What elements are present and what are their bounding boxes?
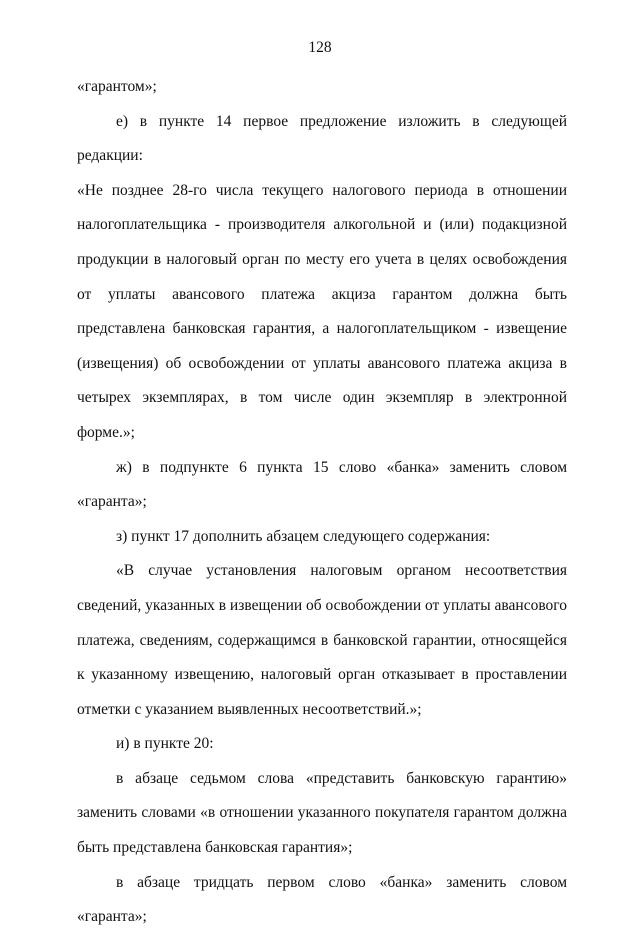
paragraph-item-e: е) в пункте 14 первое предложение изложить в следующей редакции: [77, 112, 567, 165]
page-number: 128 [308, 39, 332, 56]
paragraph-item-zh: ж) в подпункте 6 пункта 15 слово «банка» заменить словом «гаранта»; [77, 458, 567, 511]
paragraph-thirty-first-subparagraph: в абзаце тридцать первом слово «банка» заменить словом «гаранта»; [77, 873, 567, 926]
paragraph-item-i: и) в пункте 20: [116, 735, 214, 753]
document-body [77, 70, 567, 935]
paragraph-quote-mismatch: «В случае установления налоговым органом несоответствия сведений, указанных в извещении об освобождении от уплаты авансового платежа, сведениям, содержащимся в банковской гарантии, относящейся к указанному извещению, налоговый орган отказывает в проставлении отметки с указанием выявленных несоответствий.»; [77, 562, 568, 718]
paragraph-guarantor-continuation: «гарантом»; [77, 78, 157, 95]
paragraph-item-z: з) пункт 17 дополнить абзацем следующего содержания: [116, 527, 491, 545]
paragraph-quote-deadline: «Не позднее 28-го числа текущего налогового периода в отношении налогоплательщика - производителя алкогольной и (или) подакцизной продукции в налоговый орган по месту его учета в целях освобождения от уплаты авансового платежа акциза гарантом должна быть представлена банковская гарантия, а налогоплательщиком - извещение (извещения) об освобождении от уплаты авансового платежа акциза в четырех экземплярах, в том числе один экземпляр в электронной форме.»; [77, 181, 567, 441]
paragraph-seventh-subparagraph: в абзаце седьмом слова «представить банковскую гарантию» заменить словами «в отношении указанного покупателя гарантом должна быть представлена банковская гарантия»; [77, 769, 567, 857]
